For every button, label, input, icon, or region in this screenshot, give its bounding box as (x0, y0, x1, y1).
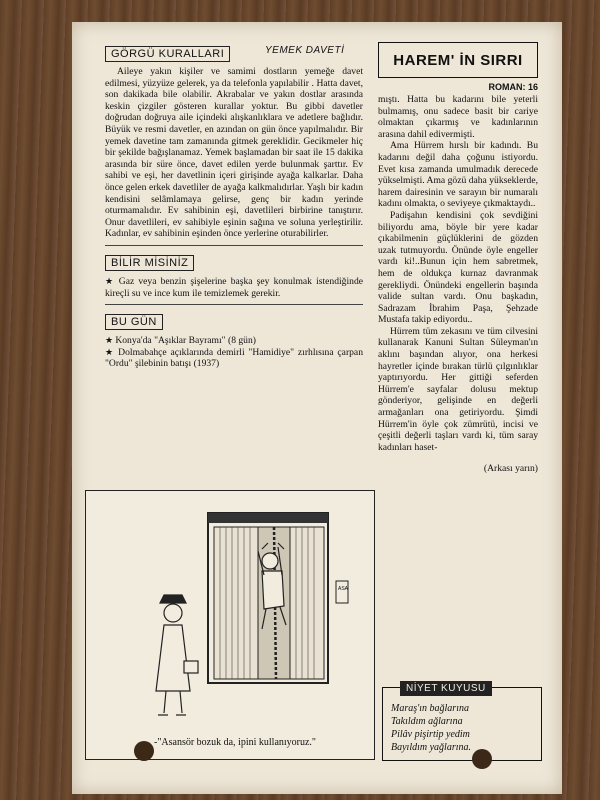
harem-in-sirri-title: HAREM' İN SIRRI (378, 42, 538, 78)
niyet-kuyusu-frame (382, 687, 542, 761)
novel-paragraph-2: Ama Hürrem hırslı bir kadındı. Bu kadarını değil daha çoğunu istiyordu. Evet kısa zamanda umulmadık derecede yükselmişti. Ama gözü daha yükseklerde, harem dairesinin ve sarayın bir numaralı kadını olmakta, o seviyeye çıkmaktaydı.. (378, 140, 538, 210)
poem-line: Maraş'ın bağlarına (391, 703, 469, 714)
cartoon-caption: -"Asansör bozuk da, ipini kullanıyoruz." (153, 737, 317, 748)
star-icon: ★ (105, 335, 116, 346)
novel-paragraph-4: Hürrem tüm zekasını ve tüm cilvesini kullanarak Kanuni Sultan Süleyman'ın aklını başından alıyor, ona herkesi hayretler içinde bırakan türlü çılgınlıklar yaptırıyordu. Her gittiği seferden Hürrem'e sayfalar dolusu mektup gönderiyor, gelişinde en değerli armağanları ona getiriyordu. Şimdi Hürrem'in öyle çok zümrütü, incisi ve çeşitli değerli taşları vardı ki, tüm saray kadınları haset- (378, 325, 538, 453)
niyet-kuyusu-heading: NİYET KUYUSU (400, 681, 492, 696)
gorgu-kurallari-heading: GÖRGÜ KURALLARI (105, 46, 230, 62)
continued-tomorrow-note: (Arkası yarın) (483, 463, 538, 475)
star-icon: ★ (105, 346, 119, 357)
bu-gun-item: ★ Dolmabahçe açıklarında demirli "Hamidiye" zırhlısına çarpan "Ordu" şilebinin batışı (1937) (105, 346, 363, 370)
divider (105, 245, 363, 246)
punch-hole (134, 741, 154, 761)
bu-gun-heading: BU GÜN (105, 314, 163, 330)
novel-paragraph-3: Padişahın kendisini çok sevdiğini biliyordu ama, böyle bir yere kadar çıkabilmenin güçlüklerini de gözden uzak tutmuyordu. Önünde öyle engeller vardı ki!..Bunun için hem sabretmek, hem de oldukça kurnaz davranmak gerekliydi. Önündeki engellerin başında valide sultan vardı. Onu başkadın, Sadrazam İbrahim Paşa, Şehzade Mustafa takip ediyordu.. (378, 209, 538, 326)
novel-paragraph-1: mıştı. Hatta bu kadarını bile yeterli bulmamış, onu sadece basit bir cariye olmaktan çıkarmış ve kadınlarının arasına dahil edivermişti. (378, 94, 538, 140)
cartoon-panel (85, 490, 375, 760)
punch-hole (472, 749, 492, 769)
bu-gun-item: ★ Konya'da "Aşıklar Bayramı" (8 gün) (105, 335, 256, 347)
poem-line: Bayıldım yağlarına. (391, 742, 471, 753)
star-icon: ★ (105, 275, 119, 286)
poem-line: Takıldım ağlarına (391, 716, 463, 727)
divider (105, 304, 363, 305)
yemek-daveti-subtitle: YEMEK DAVETİ (265, 45, 345, 56)
right-column (378, 42, 538, 474)
roman-episode-label: ROMAN: 16 (488, 82, 538, 92)
elevator-lintel (208, 513, 328, 523)
elevator-cartoon-illustration (86, 491, 374, 759)
bilir-misiniz-item: ★ Gaz veya benzin şişelerine başka şey konulmak istendiğinde kireçli su ve ince kum ile temizlemek gerekir. (105, 275, 363, 299)
left-column (105, 42, 363, 370)
elevator-left-door (214, 527, 258, 679)
etiquette-paragraph: Aileye yakın kişiler ve samimi dostların yemeğe davet edilmesi, yüzyüze gelerek, ya da telefonla yapılabilir . Hatta davet, son dakikada bile olabilir. Akrabalar ve yakın dostlar arasında keskin çizgiler gösteren kurallar yoktur. Bu gibbi davetler doğrudan doğruya aile içindeki alışkanlıklara ve adetlere bağlıdır. Büyük ve resmi davetler, en azından on gün önce yapılmalıdır. Bir yemek davetine tam zamanında gitmek gereklidir. Gecikmeler hiç bir şekilde bağışlanamaz. Yemek başlamadan bir saat ile 15 dakika arasında bir süre önce, davet edilen yerde bulunmak şarttır. Ev sahibi ve eşi, her davetlinin içeri girişinde ayağa kalkarlar. Daha önce gelen erkek davetliler de ayağa kalkmalıdırlar. Yaşlı bir kadın kendisini selâmlamaya gelirse, genç bir kadın yerinde oturmamalıdır. Ev sahibinin eşi, davetlileri birbirine tanıştırır. Onur davetlileri, ev sahibiyle eşinin sağına ve soluna yerleştirilir. Kadınlar, ev sahibinin eşinden önce yerlerine oturabilirler. (105, 66, 363, 240)
elevator-sign-label: ASA (338, 586, 349, 592)
bilir-misiniz-heading: BİLİR MİSİNİZ (105, 255, 194, 271)
elevator-right-door (290, 527, 324, 679)
poem-line: Pilâv pişirtip yedim (391, 729, 470, 740)
niyet-kuyusu-box (382, 676, 542, 761)
waiting-woman-figure (156, 595, 198, 715)
elevator-button-panel (336, 581, 348, 603)
